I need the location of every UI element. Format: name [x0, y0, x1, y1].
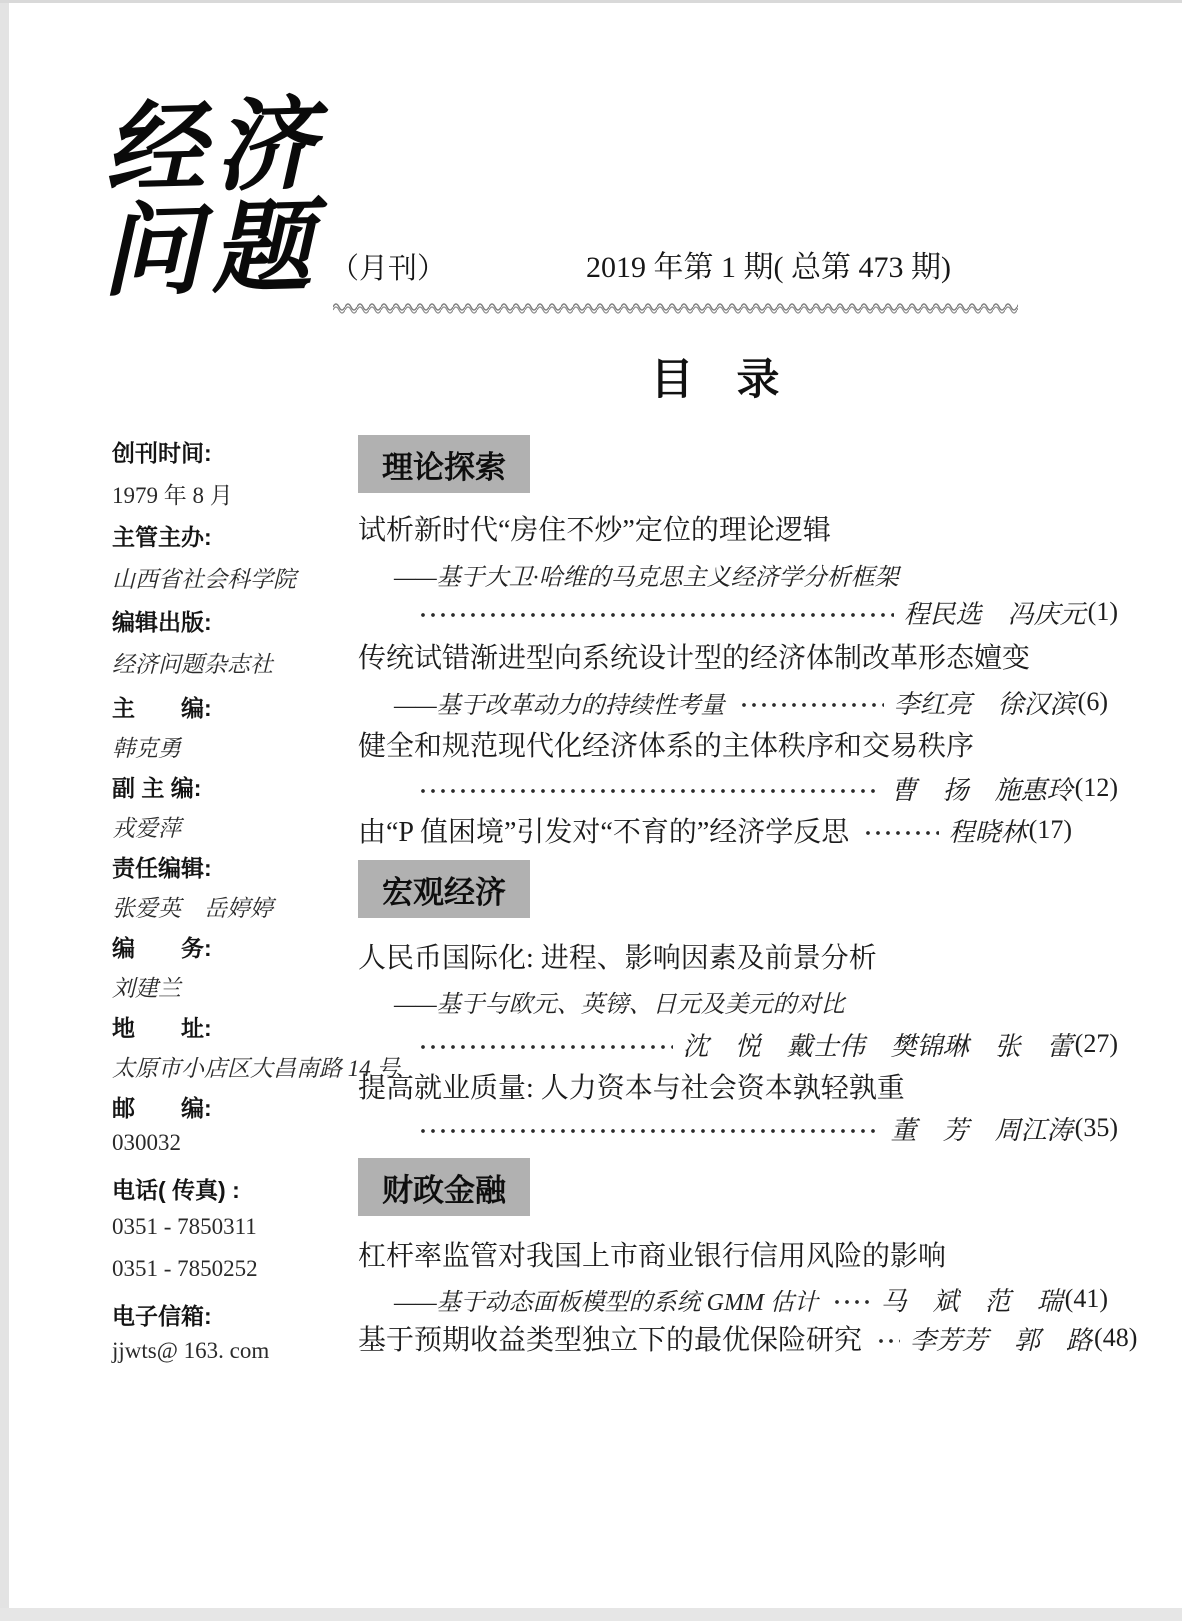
article-title: 试析新时代“房住不炒”定位的理论逻辑 [358, 515, 831, 546]
article-title: 提高就业质量: 人力资本与社会资本孰轻孰重 [358, 1073, 905, 1104]
info-value-editorial-staff: 刘建兰 [112, 976, 181, 1001]
toc-title: 目 录 [650, 356, 780, 404]
article-authors: 董 芳 周江涛 [890, 1115, 1073, 1145]
leader-dots [418, 1026, 673, 1062]
section-name: 宏观经济 [382, 874, 506, 910]
info-label-postcode: 邮 编: [112, 1095, 212, 1121]
info-label-founded: 创刊时间: [112, 440, 212, 466]
frequency-label: （月刊） [330, 253, 447, 285]
info-label-managing-editors: 责任编辑: [112, 855, 212, 881]
article-subtitle-row [358, 556, 1108, 592]
article-authors: 程民选 冯庆元 [903, 599, 1086, 629]
article-authors: 程晓林 [948, 817, 1027, 847]
info-value-supervisor: 山西省社会科学院 [112, 567, 296, 592]
article-authors: 马 斌 范 瑞 [880, 1286, 1063, 1316]
info-value-phone-1: 0351 - 7850311 [112, 1214, 257, 1239]
info-value-deputy-editor: 戎爱萍 [112, 816, 181, 841]
article-authors-row [358, 770, 1118, 806]
leader-dots [418, 770, 881, 806]
info-value-address: 太原市小店区大昌南路 14 号 [112, 1056, 400, 1081]
article-subtitle: ——基于大卫·哈维的马克思主义经济学分析框架 [394, 564, 899, 591]
scan-edge-left [0, 0, 9, 1621]
info-label-supervisor: 主管主办: [112, 524, 212, 550]
leader-dots [876, 1320, 900, 1356]
article-subtitle-authors-row [358, 684, 1108, 720]
article-page: (41) [1064, 1284, 1108, 1313]
article-page: (27) [1074, 1029, 1118, 1058]
article-title-row [358, 638, 1072, 674]
info-label-deputy-editor: 副 主 编: [112, 775, 202, 801]
section-name: 财政金融 [382, 1172, 506, 1208]
article-title: 健全和规范现代化经济体系的主体秩序和交易秩序 [358, 731, 975, 762]
article-subtitle: ——基于改革动力的持续性考量 [394, 692, 725, 719]
leader-dots [832, 1281, 871, 1317]
article-authors-row [358, 594, 1118, 630]
info-value-managing-editors: 张爱英 岳婷婷 [112, 896, 273, 921]
info-value-phone-2: 0351 - 7850252 [112, 1256, 258, 1281]
journal-logo-line2: 问题 [99, 186, 323, 311]
info-value-chief-editor: 韩克勇 [112, 736, 181, 761]
article-title: 基于预期收益类型独立下的最优保险研究 [358, 1325, 863, 1356]
article-subtitle-authors-row [358, 1281, 1108, 1317]
article-page: (6) [1077, 687, 1108, 716]
article-authors: 沈 悦 戴士伟 樊锦琳 张 蕾 [682, 1031, 1073, 1061]
article-subtitle: ——基于动态面板模型的系统 GMM 估计 [394, 1289, 818, 1316]
toc-section-header-macro [358, 860, 530, 918]
article-title: 由“P 值困境”引发对“不育的”经济学反思 [358, 817, 850, 848]
article-subtitle-row [358, 983, 1108, 1019]
leader-dots [739, 684, 884, 720]
info-value-publisher: 经济问题杂志社 [112, 652, 273, 677]
journal-logo [99, 84, 358, 311]
article-title-row [358, 726, 1072, 762]
leader-dots [418, 1110, 881, 1146]
article-authors: 曹 扬 施惠玲 [890, 775, 1073, 805]
scan-edge-top [0, 0, 1182, 3]
article-title: 人民币国际化: 进程、影响因素及前景分析 [358, 943, 877, 974]
section-name: 理论探索 [382, 449, 506, 485]
info-label-email: 电子信箱: [112, 1303, 212, 1329]
article-title-row [358, 1236, 1072, 1272]
info-label-address: 地 址: [112, 1015, 212, 1041]
leader-dots [863, 812, 938, 848]
article-title-authors-row [358, 1320, 1138, 1356]
article-title-row [358, 510, 1072, 546]
article-page: (17) [1028, 815, 1072, 844]
wavy-divider [333, 299, 1018, 317]
article-title: 传统试错渐进型向系统设计型的经济体制改革形态嬗变 [358, 643, 1031, 674]
article-page: (35) [1074, 1113, 1118, 1142]
article-title: 杠杆率监管对我国上市商业银行信用风险的影响 [358, 1241, 947, 1272]
info-label-phone-fax: 电话( 传真) : [112, 1177, 240, 1203]
article-authors: 李芳芳 郭 路 [910, 1325, 1093, 1355]
article-title-row [358, 938, 1072, 974]
toc-section-header-theory [358, 435, 530, 493]
article-page: (1) [1087, 597, 1118, 626]
leader-dots [418, 594, 894, 630]
article-title-row [358, 1068, 1072, 1104]
article-authors: 李红亮 徐汉滨 [893, 689, 1076, 719]
info-value-email: jjwts@ 163. com [112, 1338, 270, 1363]
article-page: (12) [1074, 773, 1118, 802]
article-subtitle: ——基于与欧元、英镑、日元及美元的对比 [394, 991, 845, 1018]
info-label-editorial-staff: 编 务: [112, 935, 212, 961]
info-value-founded: 1979 年 8 月 [112, 483, 233, 508]
journal-logo-line1: 经济 [103, 84, 327, 209]
info-value-postcode: 030032 [112, 1130, 181, 1155]
article-authors-row [358, 1026, 1118, 1062]
article-authors-row [358, 1110, 1118, 1146]
scan-edge-bottom [0, 1608, 1182, 1621]
info-label-chief-editor: 主 编: [112, 695, 212, 721]
article-page: (48) [1094, 1323, 1138, 1352]
toc-section-header-finance [358, 1158, 530, 1216]
issue-info: 2019 年第 1 期( 总第 473 期) [586, 251, 951, 284]
info-label-publisher: 编辑出版: [112, 609, 212, 635]
article-title-authors-row [358, 812, 1072, 848]
